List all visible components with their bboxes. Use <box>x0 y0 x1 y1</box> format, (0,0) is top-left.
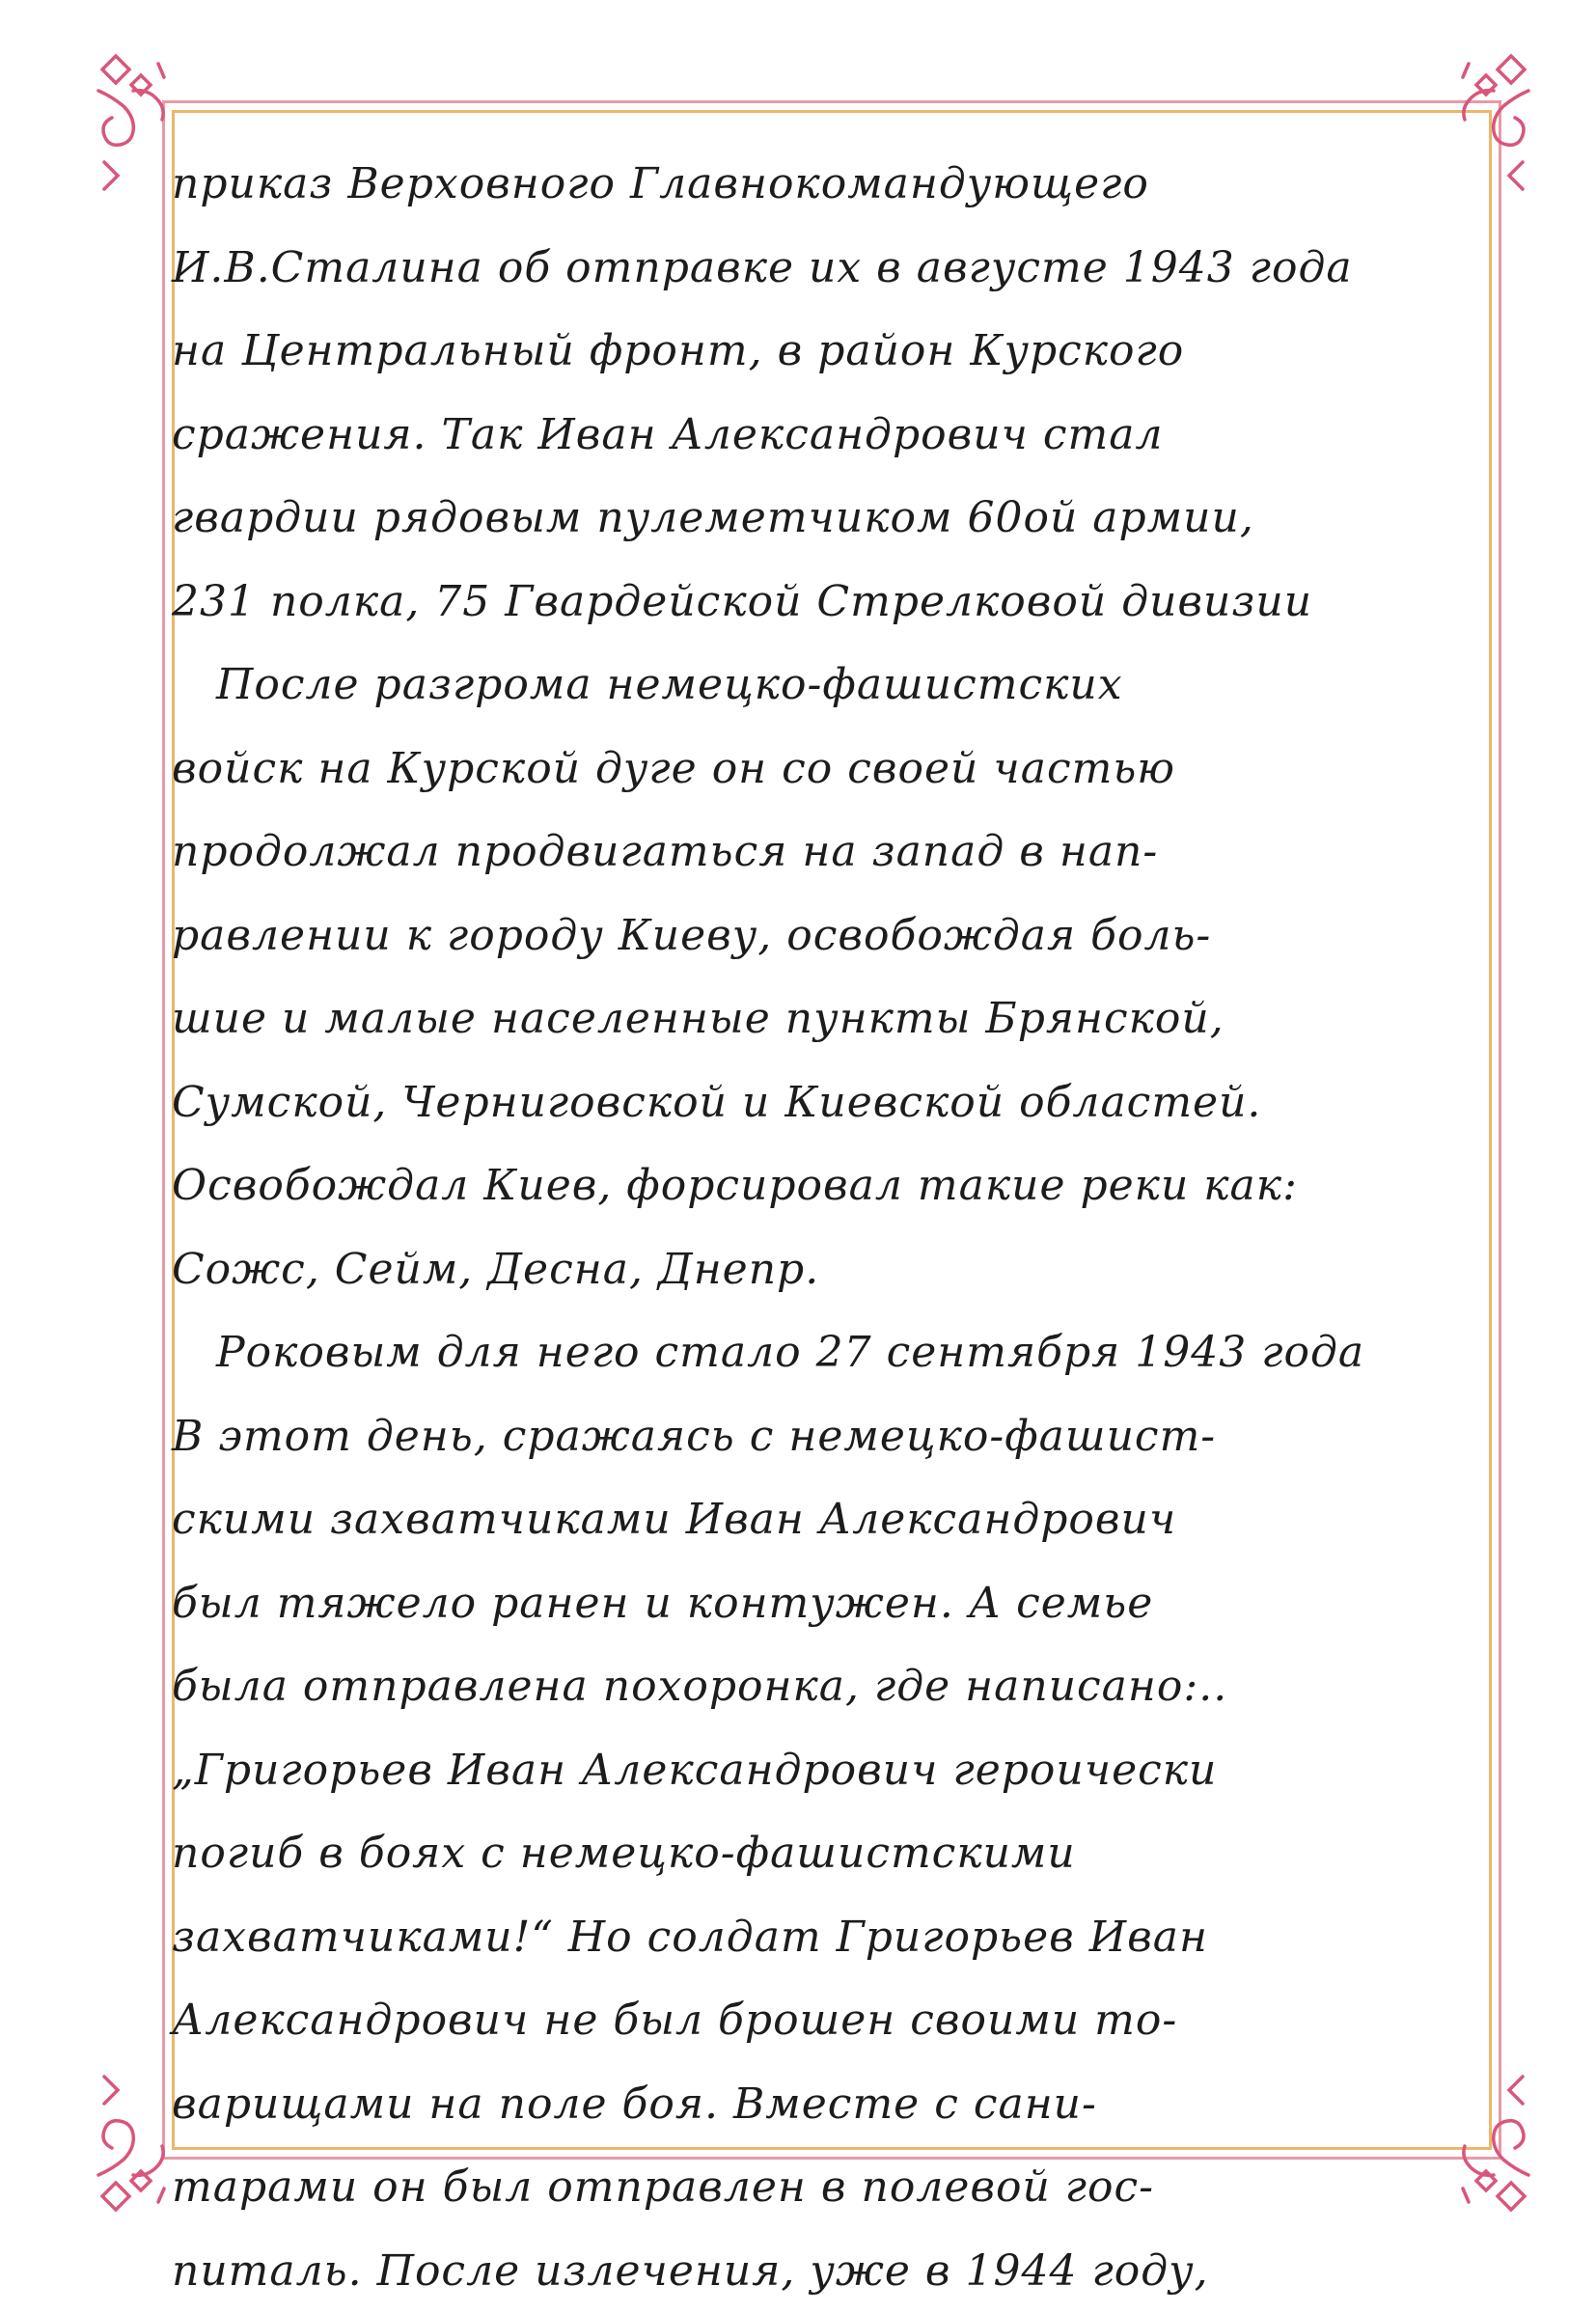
paragraph-start-line: После разгрома немецко-фашистских <box>172 644 1503 728</box>
text-line: гвардии рядовым пулеметчиком 60ой армии, <box>172 477 1503 561</box>
text-line: Сумской, Черниговской и Киевской областей. <box>172 1061 1503 1145</box>
text-line: на Центральный фронт, в район Курского <box>172 310 1503 394</box>
text-line: погиб в боях с немецко-фашистскими <box>172 1812 1503 1896</box>
text-line: „Григорьев Иван Александрович героически <box>172 1729 1503 1813</box>
text-line: приказ Верховного Главнокомандующего <box>172 143 1503 227</box>
text-line: питаль. После излечения, уже в 1944 году, <box>172 2230 1503 2313</box>
text-line: 231 полка, 75 Гвардейской Стрелковой дивизии <box>172 561 1503 645</box>
text-line: Александрович не был брошен своими то- <box>172 1979 1503 2063</box>
text-line: войск на Курской дуге он со своей частью <box>172 728 1503 812</box>
text-line: сражения. Так Иван Александрович стал <box>172 394 1503 478</box>
text-line: И.В.Сталина об отправке их в августе 1943 года <box>172 227 1503 311</box>
text-line: захватчиками!“ Но солдат Григорьев Иван <box>172 1896 1503 1980</box>
text-line: Освобождал Киев, форсировал такие реки как: <box>172 1144 1503 1228</box>
text-line: В этот день, сражаясь с немецко-фашист- <box>172 1395 1503 1479</box>
text-line: была отправлена похоронка, где написано:.. <box>172 1645 1503 1729</box>
text-line: варищами на поле боя. Вместе с сани- <box>172 2063 1503 2147</box>
paragraph-start-line: Роковым для него стало 27 сентября 1943 года <box>172 1311 1503 1395</box>
text-line: скими захватчиками Иван Александрович <box>172 1478 1503 1562</box>
text-line: Сожс, Сейм, Десна, Днепр. <box>172 1228 1503 1312</box>
text-line: тарами он был отправлен в полевой гос- <box>172 2146 1503 2230</box>
text-line: равлении к городу Киеву, освобождая боль- <box>172 895 1503 978</box>
text-line: шие и малые населенные пункты Брянской, <box>172 978 1503 1061</box>
handwritten-text-body <box>172 143 1503 2313</box>
text-line: был тяжело ранен и контужен. А семье <box>172 1562 1503 1646</box>
text-line: продолжал продвигаться на запад в нап- <box>172 811 1503 895</box>
